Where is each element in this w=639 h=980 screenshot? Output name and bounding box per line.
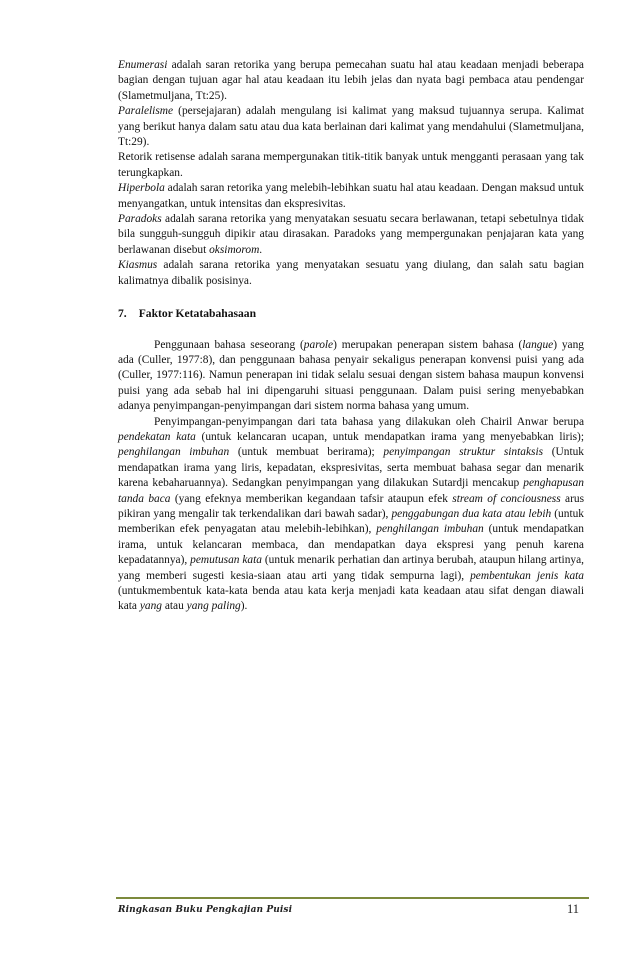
section-title: Faktor Ketatabahasaan	[138, 307, 257, 321]
definition-term: Paralelisme	[118, 105, 174, 118]
text-run: ) yang ada (Culler, 1977:8), dan penggunaan bahasa penyair sekaligus penerapan konvensi puisi yang ada (Culler, 1977:116). Namun penerapan ini tidak selalu sesuai dengan sistem bahasa maupun konvensi puisi yang ada sebab hal ini dipengaruhi situasi penggunaan. Dalam puisi sering menyebabkan adanya penyimpangan-penyimpangan dari sistem norma bahasa yang umum.	[118, 338, 584, 413]
definition-text: adalah saran retorika yang melebih-lebihkan suatu hal atau keadaan. Dengan maksud untuk menyangatkan, untuk intensitas dan ekspresivitas.	[118, 182, 584, 210]
emphasis-term: penyimpangan struktur sintaksis	[383, 446, 544, 459]
emphasis-term: pendekatan kata	[118, 430, 196, 443]
definition-term-secondary: oksimorom	[209, 243, 260, 256]
definition-text: (persejajaran) adalah mengulang isi kalimat yang maksud tujuannya serupa. Kalimat yang berikut hanya dalam satu atau dua kata berlainan dari kalimat yang mendahului (Slametmuljana, Tt:29).	[118, 105, 584, 149]
text-run: (untuk memberikan efek penyagatan atau melebih-lebihkan),	[118, 507, 584, 536]
text-run: Penyimpangan-penyimpangan dari tata bahasa yang dilakukan oleh Chairil Anwar berupa	[154, 415, 584, 428]
body-paragraph-2	[118, 415, 584, 615]
emphasis-term: yang paling	[186, 600, 241, 613]
emphasis-term: penggabungan dua kata atau lebih	[391, 507, 552, 520]
footer-rule	[116, 897, 589, 899]
text-run: atau	[161, 600, 187, 613]
definition-text: adalah sarana retorika yang menyatakan sesuatu secara berlawanan, tetapi sebetulnya tidak bila sungguh-sungguh dipikir atau dirasakan. Paradoks yang mempergunakan penjajaran kata yang berlawanan disebut	[118, 213, 584, 256]
definition-list	[118, 58, 584, 289]
section-heading	[118, 306, 584, 321]
definition-tail: .	[259, 243, 263, 256]
definition-text: adalah saran retorika yang berupa pemecahan suatu hal atau keadaan menjadi beberapa bagian dengan tujuan agar hal atau keadaan itu lebih jelas dan nyata bagi pembaca atau pendengar (Slametmuljana, Tt:25).	[118, 59, 584, 102]
emphasis-term: stream of conciousness	[452, 492, 561, 505]
emphasis-term: yang	[139, 600, 162, 613]
text-run: (untuk membuat berirama);	[229, 446, 384, 459]
definition-item	[118, 104, 584, 150]
text-run: (untuk mendapatkan irama, untuk kelancaran membaca, dan mendapatkan daya ekspresi yang penuh karena kepadatannya),	[118, 523, 585, 567]
text-run: ).	[240, 600, 248, 613]
emphasis-term: penghilangan imbuhan	[118, 446, 230, 459]
definition-term: Hiperbola	[118, 182, 165, 195]
emphasis-term: langue	[522, 338, 554, 351]
text-run: (yang efeknya memberikan kegandaan tafsir ataupun efek	[170, 492, 453, 505]
text-run: (untukmembentuk kata-kata benda atau kata kerja menjadi kata keadaan atau sifat dengan diawali kata	[118, 585, 584, 613]
text-run: (untuk kelancaran ucapan, untuk mendapatkan irama yang menyebabkan liris);	[195, 430, 584, 443]
definition-item	[118, 58, 584, 104]
text-run: ) merupakan penerapan sistem bahasa (	[333, 338, 523, 351]
text-run: (untuk menarik perhatian dan artinya berubah, ataupun hilang artinya, yang memberi sugesti kesia-siaan atau arti yang tidak sempurna lagi),	[118, 554, 584, 582]
emphasis-term: pembentukan jenis kata	[470, 569, 584, 582]
emphasis-term: pemutusan kata	[190, 554, 262, 567]
page-number: 11	[566, 902, 579, 916]
definition-term: Enumerasi	[118, 59, 168, 71]
page-body	[118, 58, 584, 615]
emphasis-term: penghapusan tanda baca	[118, 477, 584, 505]
emphasis-term: parole	[303, 338, 334, 351]
text-run: Penggunaan bahasa seseorang (	[154, 338, 304, 351]
definition-term: Kiasmus	[118, 259, 158, 272]
definition-text: adalah sarana retorika yang menyatakan sesuatu yang diulang, dan salah satu bagian kalimatnya dibalik posisinya.	[118, 259, 584, 287]
footer-title: Ringkasan Buku Pengkajian Puisi	[118, 905, 293, 915]
text-run: (Untuk mendapatkan irama yang liris, kepadatan, ekspresivitas, serta membuat bahasa segar dan menarik karena kebaharuannya). Sedangkan penyimpangan yang dilakukan Sutardji mencakup	[118, 446, 585, 490]
definition-item	[118, 258, 584, 289]
definition-item	[118, 212, 584, 258]
text-run: arus pikiran yang mengalir tak terkendalikan dari bawah sadar),	[118, 492, 585, 520]
emphasis-term: penghilangan imbuhan	[376, 523, 484, 536]
definition-term: Paradoks	[118, 213, 162, 226]
definition-text: Retorik retisense adalah sarana mempergunakan titik-titik banyak untuk mengganti perasaan yang tak terungkapkan.	[118, 151, 584, 179]
section-number: 7.	[118, 307, 127, 321]
definition-item	[118, 150, 584, 181]
definition-item	[118, 181, 584, 212]
body-paragraph-1	[118, 338, 584, 415]
